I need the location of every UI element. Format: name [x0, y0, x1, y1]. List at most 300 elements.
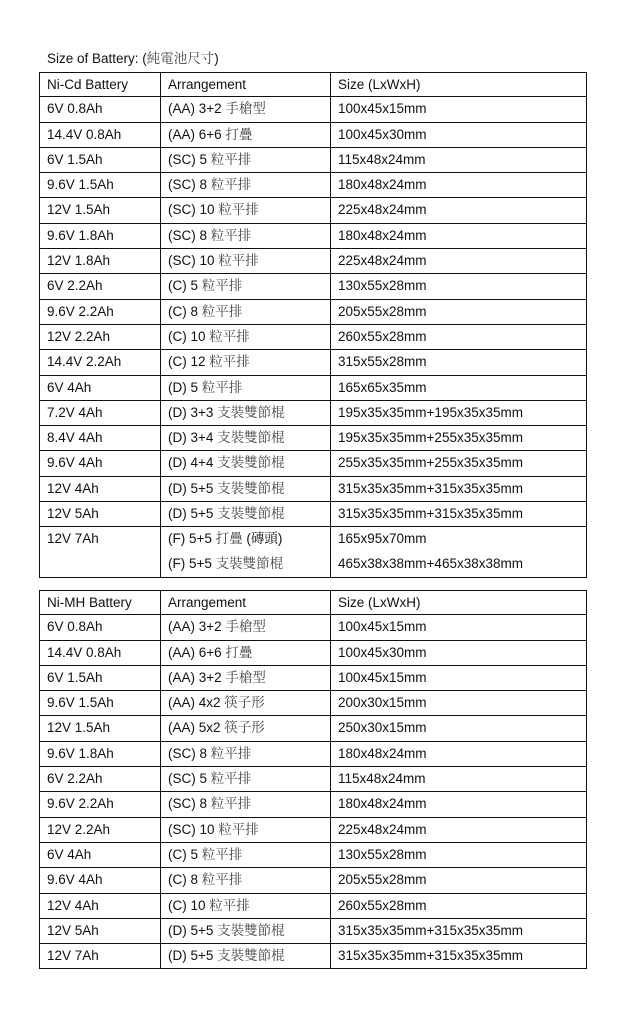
cell-arrangement — [161, 741, 331, 766]
arrangement-prefix: (AA) 3+2 — [168, 101, 226, 117]
cell-arrangement — [161, 691, 331, 716]
cell-arrangement — [161, 400, 331, 425]
cell-battery — [40, 198, 161, 223]
cell-battery — [40, 426, 161, 451]
arrangement-prefix: (C) 8 — [168, 303, 202, 319]
arrangement-prefix: (AA) 3+2 — [168, 669, 226, 685]
battery-label: 12V 1.8Ah — [47, 253, 111, 269]
cell-arrangement — [161, 147, 331, 172]
page-title-close: ) — [214, 51, 219, 66]
cell-battery — [40, 665, 161, 690]
size-value: 115x48x24mm — [338, 151, 426, 167]
arrangement-prefix: (AA) 5x2 — [168, 720, 225, 736]
table-row — [40, 122, 587, 147]
arrangement-prefix: (D) 5+5 — [168, 922, 218, 938]
arrangement-line — [168, 720, 265, 735]
arrangement-prefix: (SC) 5 — [168, 771, 211, 787]
header-arrangement: Arrangement — [161, 73, 331, 97]
battery-label: 6V 2.2Ah — [47, 278, 103, 294]
cell-battery — [40, 324, 161, 349]
arrangement-prefix: (AA) 3+2 — [168, 619, 226, 635]
cell-size — [331, 223, 587, 248]
cell-size — [331, 299, 587, 324]
arrangement-cjk: 打疊 — [225, 644, 253, 661]
page-title-latin: Size of Battery: ( — [47, 51, 147, 66]
cell-size — [331, 198, 587, 223]
table-row — [40, 198, 587, 223]
battery-label: 9.6V 4Ah — [47, 872, 103, 888]
size-value: 100x45x15mm — [338, 101, 427, 117]
arrangement-line — [168, 380, 242, 395]
cell-battery — [40, 893, 161, 918]
arrangement-prefix: (AA) 4x2 — [168, 695, 225, 711]
arrangement-prefix: (F) 5+5 — [168, 531, 216, 547]
arrangement-prefix: (AA) 6+6 — [168, 644, 226, 660]
table-row — [40, 527, 587, 577]
cell-size — [331, 400, 587, 425]
arrangement-line — [168, 455, 285, 470]
battery-label: 12V 1.5Ah — [47, 720, 111, 736]
cell-arrangement — [161, 426, 331, 451]
cell-size — [331, 502, 587, 527]
table-row — [40, 842, 587, 867]
cell-size — [331, 122, 587, 147]
cell-arrangement — [161, 944, 331, 969]
cell-arrangement — [161, 173, 331, 198]
arrangement-prefix: (SC) 8 — [168, 227, 211, 243]
arrangement-prefix: (D) 4+4 — [168, 455, 218, 471]
cell-battery — [40, 741, 161, 766]
size-value: 260x55x28mm — [338, 897, 427, 913]
cell-battery — [40, 691, 161, 716]
size-value: 315x55x28mm — [338, 354, 427, 370]
cell-battery — [40, 147, 161, 172]
size-value: 165x65x35mm — [338, 379, 427, 395]
cell-arrangement — [161, 767, 331, 792]
arrangement-line — [168, 101, 266, 116]
cell-arrangement — [161, 249, 331, 274]
arrangement-cjk: 支裝雙節棍 — [215, 555, 284, 572]
cell-battery — [40, 767, 161, 792]
size-value: 100x45x30mm — [338, 126, 427, 142]
battery-label: 9.6V 1.8Ah — [47, 227, 114, 243]
cell-battery — [40, 375, 161, 400]
arrangement-line — [168, 506, 285, 521]
cell-size — [331, 716, 587, 741]
battery-label: 12V 4Ah — [47, 897, 99, 913]
cell-arrangement — [161, 716, 331, 741]
arrangement-line — [168, 430, 285, 445]
size-value: 465x38x38mm+465x38x38mm — [338, 555, 523, 571]
arrangement-line — [168, 481, 285, 496]
table-row — [40, 918, 587, 943]
cell-arrangement — [161, 502, 331, 527]
table-row — [40, 324, 587, 349]
size-value: 255x35x35mm+255x35x35mm — [338, 455, 523, 471]
arrangement-cjk: 粒平排 — [218, 821, 259, 838]
cell-size — [331, 173, 587, 198]
table-header-row — [40, 591, 587, 615]
table-row — [40, 173, 587, 198]
arrangement-prefix: (AA) 6+6 — [168, 126, 226, 142]
cell-arrangement — [161, 817, 331, 842]
battery-label: 8.4V 4Ah — [47, 430, 103, 446]
table-row — [40, 640, 587, 665]
size-value: 315x35x35mm+315x35x35mm — [338, 480, 523, 496]
table-row — [40, 716, 587, 741]
table-row — [40, 476, 587, 501]
arrangement-cjk: 粒平排 — [209, 354, 250, 371]
cell-battery — [40, 350, 161, 375]
cell-size — [331, 476, 587, 501]
arrangement-cjk: 粒平排 — [201, 278, 243, 295]
cell-battery — [40, 640, 161, 665]
table-row — [40, 893, 587, 918]
arrangement-line — [168, 253, 259, 268]
size-value: 100x45x30mm — [338, 644, 427, 660]
size-value: 100x45x15mm — [338, 619, 427, 635]
table-row — [40, 767, 587, 792]
battery-label: 6V 4Ah — [47, 846, 92, 862]
arrangement-prefix: (C) 8 — [168, 872, 202, 888]
cell-arrangement — [161, 97, 331, 122]
arrangement-prefix: (C) 10 — [168, 328, 210, 344]
table-row — [40, 741, 587, 766]
arrangement-prefix: (SC) 8 — [168, 745, 211, 761]
cell-size — [331, 615, 587, 640]
arrangement-cjk: 支裝雙節棍 — [217, 506, 285, 523]
arrangement-line — [168, 695, 265, 710]
arrangement-line — [168, 202, 259, 217]
cell-arrangement — [161, 792, 331, 817]
arrangement-prefix: (D) 5+5 — [168, 506, 218, 522]
arrangement-line — [168, 796, 251, 811]
table-row — [40, 249, 587, 274]
size-value: 165x95x70mm — [338, 531, 427, 547]
table-row — [40, 502, 587, 527]
arrangement-line — [168, 619, 266, 634]
cell-size — [331, 640, 587, 665]
cell-battery — [40, 274, 161, 299]
arrangement-cjk: 手槍型 — [225, 619, 266, 636]
size-value: 205x55x28mm — [338, 872, 427, 888]
arrangement-cjk: 粒平排 — [210, 227, 252, 244]
arrangement-line — [168, 304, 242, 319]
battery-label: 6V 0.8Ah — [47, 619, 103, 635]
cell-size — [331, 527, 587, 577]
cell-battery — [40, 944, 161, 969]
arrangement-prefix: (D) 3+4 — [168, 430, 218, 446]
arrangement-cjk: 粒平排 — [210, 151, 252, 168]
arrangement-cjk: 支裝雙節棍 — [217, 922, 285, 939]
table-row — [40, 944, 587, 969]
arrangement-line — [168, 670, 266, 685]
table-row — [40, 792, 587, 817]
size-value: 115x48x24mm — [338, 771, 426, 787]
size-value: 180x48x24mm — [338, 227, 427, 243]
cell-battery — [40, 716, 161, 741]
table-body — [40, 73, 587, 578]
battery-label: 6V 0.8Ah — [47, 101, 103, 117]
battery-label: 9.6V 1.5Ah — [47, 177, 114, 193]
arrangement-line — [168, 228, 251, 243]
cell-arrangement — [161, 274, 331, 299]
arrangement-prefix: (SC) 8 — [168, 796, 211, 812]
table-row — [40, 665, 587, 690]
cell-battery — [40, 400, 161, 425]
battery-label: 14.4V 2.2Ah — [47, 354, 122, 370]
size-value: 315x35x35mm+315x35x35mm — [338, 948, 523, 964]
cell-arrangement — [161, 375, 331, 400]
header-size: Size (LxWxH) — [331, 73, 587, 97]
arrangement-line — [168, 948, 285, 963]
size-value: 315x35x35mm+315x35x35mm — [338, 922, 523, 938]
cell-size — [331, 97, 587, 122]
arrangement-cjk: 筷子形 — [224, 720, 265, 737]
cell-arrangement — [161, 324, 331, 349]
size-value: 195x35x35mm+255x35x35mm — [338, 430, 523, 446]
battery-label: 14.4V 0.8Ah — [47, 644, 122, 660]
cell-battery — [40, 97, 161, 122]
arrangement-cjk: 筷子形 — [224, 695, 265, 712]
size-value: 195x35x35mm+195x35x35mm — [338, 404, 523, 420]
cell-arrangement — [161, 665, 331, 690]
table-row — [40, 299, 587, 324]
cell-size — [331, 324, 587, 349]
size-value: 260x55x28mm — [338, 328, 427, 344]
arrangement-prefix: (C) 12 — [168, 354, 210, 370]
cell-arrangement — [161, 223, 331, 248]
size-value: 315x35x35mm+315x35x35mm — [338, 506, 523, 522]
arrangement-prefix: (C) 10 — [168, 897, 210, 913]
cell-size — [331, 691, 587, 716]
cell-arrangement — [161, 868, 331, 893]
header-size: Size (LxWxH) — [331, 591, 587, 615]
cell-size — [331, 274, 587, 299]
cell-arrangement — [161, 350, 331, 375]
cell-arrangement — [161, 615, 331, 640]
size-value: 205x55x28mm — [338, 303, 427, 319]
cell-size — [331, 893, 587, 918]
cell-arrangement — [161, 893, 331, 918]
cell-battery — [40, 842, 161, 867]
cell-battery — [40, 223, 161, 248]
table-row — [40, 868, 587, 893]
cell-size — [331, 792, 587, 817]
arrangement-cjk: 粒平排 — [201, 846, 243, 863]
table-row — [40, 223, 587, 248]
battery-label: 12V 4Ah — [47, 480, 99, 496]
size-value: 225x48x24mm — [338, 253, 427, 269]
arrangement-line — [168, 405, 285, 420]
arrangement-prefix: (D) 5+5 — [168, 948, 218, 964]
size-value: 180x48x24mm — [338, 177, 427, 193]
table-body — [40, 591, 587, 969]
cell-battery — [40, 173, 161, 198]
cell-battery — [40, 299, 161, 324]
arrangement-prefix: (SC) 5 — [168, 151, 211, 167]
battery-label: 12V 5Ah — [47, 506, 99, 522]
arrangement-line — [168, 898, 250, 913]
cell-size — [331, 842, 587, 867]
battery-label: 6V 2.2Ah — [47, 771, 103, 787]
size-value: 180x48x24mm — [338, 745, 427, 761]
battery-label: 12V 7Ah — [47, 948, 99, 964]
table-row — [40, 350, 587, 375]
arrangement-suffix: (磚頭) — [242, 531, 283, 547]
cell-battery — [40, 868, 161, 893]
arrangement-line — [168, 127, 252, 142]
battery-label: 9.6V 4Ah — [47, 455, 103, 471]
table-row — [40, 97, 587, 122]
cell-size — [331, 375, 587, 400]
battery-label: 12V 2.2Ah — [47, 328, 111, 344]
arrangement-line — [168, 872, 242, 887]
cell-arrangement — [161, 451, 331, 476]
size-value: 180x48x24mm — [338, 796, 427, 812]
cell-arrangement — [161, 476, 331, 501]
arrangement-prefix: (D) 3+3 — [168, 404, 218, 420]
size-value: 130x55x28mm — [338, 846, 427, 862]
cell-size — [331, 944, 587, 969]
arrangement-cjk: 粒平排 — [210, 745, 252, 762]
cell-arrangement — [161, 918, 331, 943]
cell-arrangement — [161, 842, 331, 867]
arrangement-cjk: 粒平排 — [201, 379, 243, 396]
arrangement-cjk: 打疊 — [215, 531, 243, 548]
battery-label: 6V 1.5Ah — [47, 151, 103, 167]
table-row — [40, 400, 587, 425]
size-value: 130x55x28mm — [338, 278, 427, 294]
battery-label: 12V 5Ah — [47, 922, 99, 938]
cell-battery — [40, 249, 161, 274]
arrangement-prefix: (SC) 8 — [168, 177, 211, 193]
table-row — [40, 274, 587, 299]
cell-battery — [40, 502, 161, 527]
cell-battery — [40, 918, 161, 943]
cell-battery — [40, 527, 161, 577]
arrangement-prefix: (D) 5+5 — [168, 480, 218, 496]
table-row — [40, 817, 587, 842]
cell-size — [331, 767, 587, 792]
battery-label: 14.4V 0.8Ah — [47, 126, 122, 142]
arrangement-cjk: 粒平排 — [218, 202, 259, 219]
cell-arrangement — [161, 527, 331, 577]
size-value: 225x48x24mm — [338, 202, 427, 218]
arrangement-prefix: (D) 5 — [168, 379, 202, 395]
size-value: 250x30x15mm — [338, 720, 427, 736]
arrangement-cjk: 支裝雙節棍 — [217, 480, 285, 497]
arrangement-line — [168, 152, 251, 167]
cell-battery — [40, 476, 161, 501]
cell-arrangement — [161, 640, 331, 665]
cell-size — [331, 918, 587, 943]
battery-label: 6V 4Ah — [47, 379, 92, 395]
arrangement-cjk: 粒平排 — [210, 177, 252, 194]
arrangement-cjk: 支裝雙節棍 — [217, 948, 285, 965]
arrangement-cjk: 支裝雙節棍 — [217, 430, 285, 447]
table-row — [40, 691, 587, 716]
arrangement-line — [168, 278, 242, 293]
battery-label: 7.2V 4Ah — [47, 404, 103, 420]
battery-label: 12V 2.2Ah — [47, 821, 111, 837]
arrangement-cjk: 手槍型 — [225, 669, 266, 686]
arrangement-cjk: 粒平排 — [210, 771, 252, 788]
size-value: 225x48x24mm — [338, 821, 427, 837]
arrangement-line — [168, 847, 242, 862]
arrangement-line — [168, 354, 250, 369]
arrangement-cjk: 粒平排 — [218, 253, 259, 270]
arrangement-cjk: 粒平排 — [209, 328, 250, 345]
cell-battery — [40, 122, 161, 147]
page-title-cjk: 純電池尺寸 — [146, 51, 215, 67]
battery-label: 12V 7Ah — [47, 531, 99, 547]
page-title — [47, 50, 219, 68]
cell-size — [331, 249, 587, 274]
arrangement-line — [168, 822, 259, 837]
cell-size — [331, 817, 587, 842]
cell-size — [331, 451, 587, 476]
nicd-battery-size-table — [39, 72, 587, 578]
cell-size — [331, 741, 587, 766]
battery-label: 9.6V 1.8Ah — [47, 745, 114, 761]
table-row — [40, 451, 587, 476]
arrangement-line — [168, 329, 250, 344]
arrangement-cjk: 粒平排 — [201, 872, 243, 889]
cell-size — [331, 426, 587, 451]
arrangement-cjk: 支裝雙節棍 — [217, 455, 285, 472]
arrangement-cjk: 粒平排 — [201, 303, 243, 320]
cell-size — [331, 350, 587, 375]
arrangement-prefix: (SC) 10 — [168, 253, 219, 269]
battery-label: 6V 1.5Ah — [47, 669, 103, 685]
cell-battery — [40, 817, 161, 842]
arrangement-prefix: (C) 5 — [168, 278, 202, 294]
arrangement-cjk: 支裝雙節棍 — [217, 404, 285, 421]
cell-battery — [40, 451, 161, 476]
size-value: 100x45x15mm — [338, 669, 427, 685]
arrangement-prefix: (C) 5 — [168, 846, 202, 862]
cell-arrangement — [161, 122, 331, 147]
arrangement-line — [168, 552, 330, 577]
cell-size — [331, 147, 587, 172]
arrangement-line — [168, 746, 251, 761]
arrangement-cjk: 手槍型 — [225, 101, 266, 118]
cell-battery — [40, 792, 161, 817]
arrangement-prefix: (F) 5+5 — [168, 555, 216, 571]
arrangement-cjk: 打疊 — [225, 126, 253, 143]
cell-size — [331, 868, 587, 893]
cell-size — [331, 665, 587, 690]
arrangement-line — [168, 923, 285, 938]
battery-label: 9.6V 1.5Ah — [47, 695, 114, 711]
arrangement-line — [168, 645, 252, 660]
arrangement-line — [168, 527, 330, 552]
header-arrangement: Arrangement — [161, 591, 331, 615]
battery-label: 9.6V 2.2Ah — [47, 796, 114, 812]
table-header-row — [40, 73, 587, 97]
nimh-battery-size-table — [39, 590, 587, 969]
table-row — [40, 426, 587, 451]
battery-label: 9.6V 2.2Ah — [47, 303, 114, 319]
arrangement-cjk: 粒平排 — [210, 796, 252, 813]
arrangement-line — [168, 177, 251, 192]
table-row — [40, 147, 587, 172]
size-value: 200x30x15mm — [338, 695, 427, 711]
arrangement-line — [168, 771, 251, 786]
cell-battery — [40, 615, 161, 640]
arrangement-prefix: (SC) 10 — [168, 202, 219, 218]
